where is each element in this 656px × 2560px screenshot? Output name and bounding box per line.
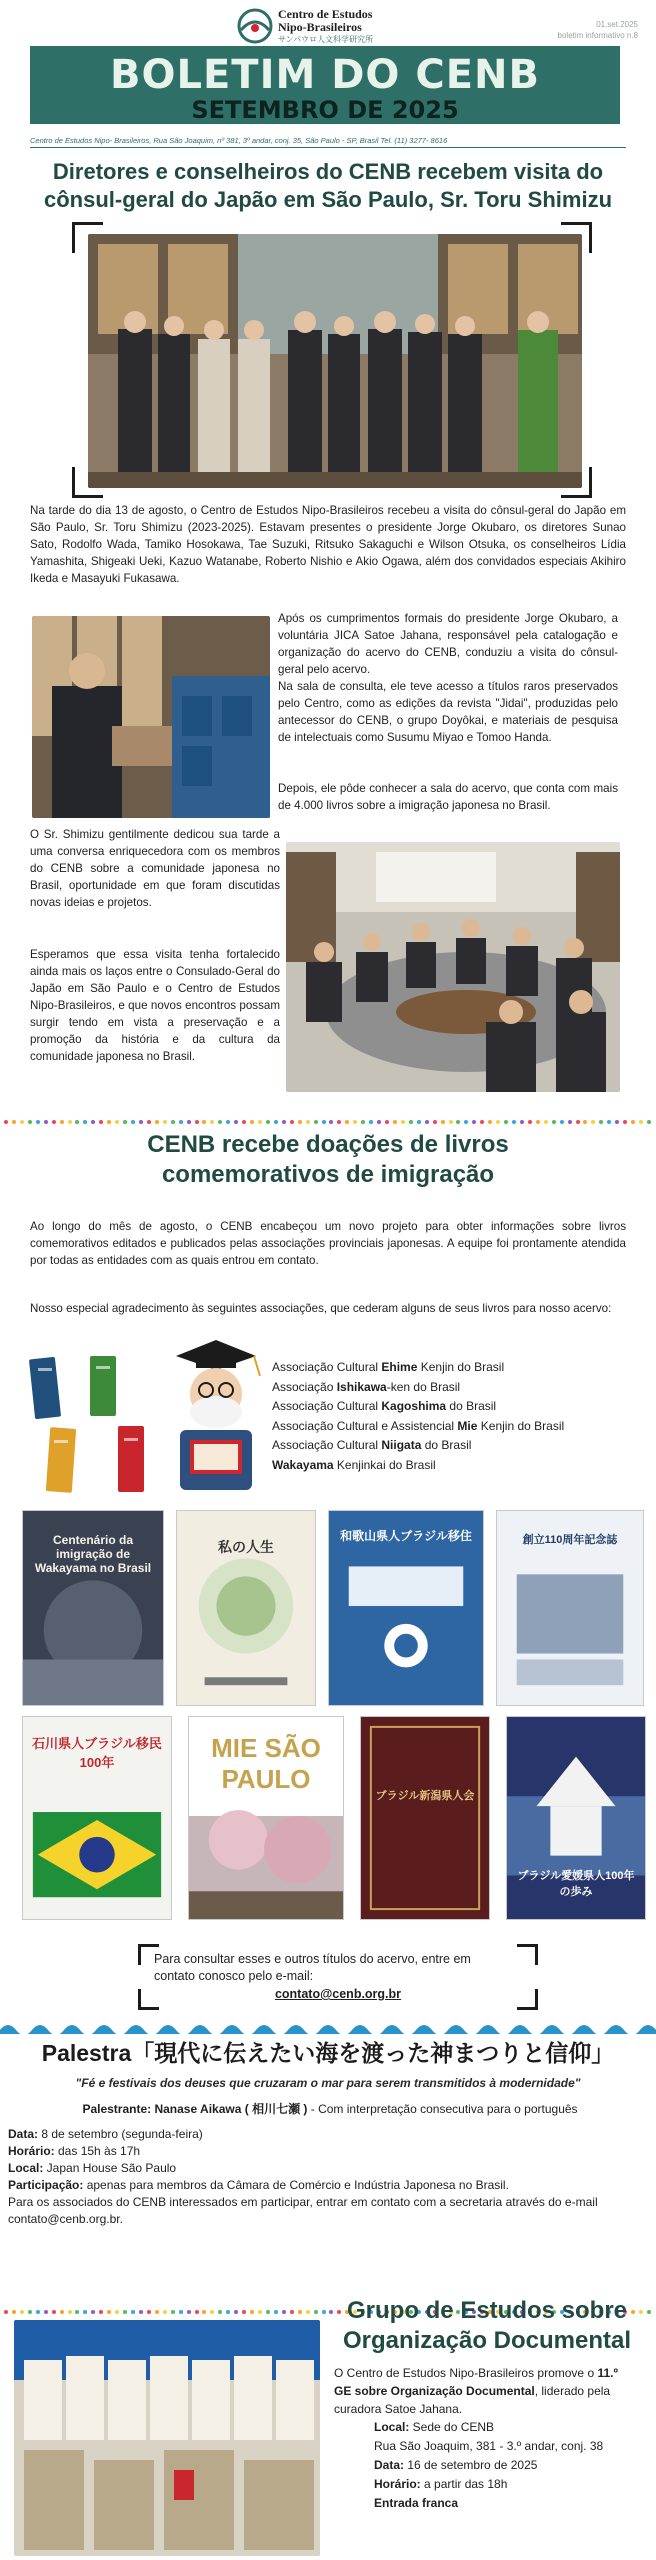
association-prefix: Associação Cultural e Assistencial <box>272 1418 458 1433</box>
article4-title-line1: Grupo de Estudos sobre <box>346 2297 628 2324</box>
divider-dot <box>441 1120 445 1124</box>
divider-dot <box>242 2310 246 2314</box>
speaker-rest: - Com interpretação consecutiva para o português <box>307 2102 578 2116</box>
divider-dot <box>155 2310 159 2314</box>
divider-dot <box>480 1120 484 1124</box>
divider-dot <box>83 1120 87 1124</box>
association-name: Niigata <box>381 1438 422 1452</box>
divider-dot <box>12 2310 16 2314</box>
divider-dot <box>187 1120 191 1124</box>
header-divider <box>30 147 626 148</box>
divider-dot <box>99 1120 103 1124</box>
divider-dot <box>107 2310 111 2314</box>
divider-dot <box>131 1120 135 1124</box>
divider-dot <box>171 2310 175 2314</box>
divider-dot <box>353 1120 357 1124</box>
divider-dot <box>314 2310 318 2314</box>
divider-dot <box>36 2310 40 2314</box>
divider-dot <box>179 1120 183 1124</box>
divider-dot <box>4 1120 8 1124</box>
book-cover-title: ブラジル愛媛県人100年の歩み <box>517 1870 635 1898</box>
logo-line2: Nipo-Brasileiros <box>278 20 362 34</box>
divider-dot <box>591 1120 595 1124</box>
divider-dot <box>52 1120 56 1124</box>
divider-dot <box>44 2310 48 2314</box>
speaker-label: Palestrante: Nanase Aikawa ( 相川七瀬 ) <box>82 2102 308 2116</box>
book-cover-wakayama-centenario <box>22 1510 164 1706</box>
issue-date: 01.set.2025 <box>596 20 638 29</box>
divider-dot <box>528 1120 532 1124</box>
divider-dot <box>28 1120 32 1124</box>
association-suffix: Kenjinkai do Brasil <box>333 1457 436 1472</box>
divider-dot <box>520 1120 524 1124</box>
divider-dot <box>488 1120 492 1124</box>
article4-title-line2: Organização Documental <box>342 2327 632 2354</box>
book-cover-ehime <box>506 1716 646 1920</box>
divider-dot <box>544 1120 548 1124</box>
divider-dot <box>163 1120 167 1124</box>
book-cover-110-anos <box>496 1510 644 1706</box>
divider-dot <box>599 1120 603 1124</box>
association-prefix: Associação Cultural <box>272 1360 382 1374</box>
header-banner <box>30 46 620 124</box>
divider-dot <box>218 2310 222 2314</box>
divider-dot <box>322 1120 326 1124</box>
article4-details <box>374 2418 644 2513</box>
divider-dot <box>195 2310 199 2314</box>
divider-dot <box>163 2310 167 2314</box>
event-place: Local: Japan House São Paulo <box>8 2161 177 2175</box>
divider-dot <box>83 2310 87 2314</box>
associations-list <box>272 1358 632 1475</box>
divider-dot <box>552 1120 556 1124</box>
divider-dot <box>282 1120 286 1124</box>
divider-dot <box>60 2310 64 2314</box>
divider-dot <box>306 1120 310 1124</box>
article3-title <box>0 2038 656 2068</box>
divider-dot <box>187 2310 191 2314</box>
event-time: Horário: das 15h às 17h <box>8 2144 141 2158</box>
divider-dot <box>179 2310 183 2314</box>
article3-title-jp: 「現代に伝えたい海を渡った神まつりと信仰」 <box>131 2040 615 2066</box>
divider-dot <box>202 2310 206 2314</box>
contact-box <box>138 1944 538 2010</box>
group-photo <box>88 234 582 488</box>
divider-dot <box>409 1120 413 1124</box>
divider-dot <box>639 1120 643 1124</box>
association-name: Mie <box>457 1418 478 1433</box>
divider-dot <box>75 1120 79 1124</box>
association-item <box>272 1456 632 1476</box>
article1-p3: Na sala de consulta, ele teve acesso a títulos raros preservados pelo Centro, como as edições da revista "Jidai", produzidas pelo antecessor do CENB, o grupo Doyôkai, e materiais de pesquisa de intelectuais como Susumu Miyao e Tomoo Handa. <box>278 680 618 744</box>
divider-dot <box>314 1120 318 1124</box>
header-address: Centro de Estudos Nipo- Brasileiros, Rua São Joaquim, nº 381, 3º andar, conj. 35, São Paulo - SP, Brasil Tel. (11) 3277- 8616 <box>30 136 448 145</box>
divider-dot <box>242 1120 246 1124</box>
article3-details <box>8 2126 628 2228</box>
association-suffix: Kenjin do Brasil <box>477 1418 565 1433</box>
divider-dot <box>361 1120 365 1124</box>
article3-speaker <box>10 2100 650 2117</box>
book-cover-mie <box>188 1716 344 1920</box>
divider-dot <box>52 2310 56 2314</box>
divider-dot <box>536 1120 540 1124</box>
divider-dot <box>576 1120 580 1124</box>
book-cover-title: 創立110周年記念誌 <box>522 1534 618 1546</box>
contact-email-link[interactable]: contato@cenb.org.br <box>274 1987 402 2001</box>
divider-dot <box>4 2310 8 2314</box>
divider-dot <box>290 1120 294 1124</box>
divider-dot <box>401 1120 405 1124</box>
divider-dot <box>266 1120 270 1124</box>
divider-dot <box>91 2310 95 2314</box>
divider-dot <box>607 1120 611 1124</box>
divider-dot <box>433 1120 437 1124</box>
contact-line1: Para consultar esses e outros títulos do acervo, entre em <box>154 1952 471 1966</box>
divider-dot <box>560 1120 564 1124</box>
divider-dot <box>568 1120 572 1124</box>
divider-dot <box>36 1120 40 1124</box>
banner-title: BOLETIM DO CENB <box>110 52 540 98</box>
divider-dot <box>377 1120 381 1124</box>
logo <box>236 6 436 46</box>
banner-subtitle: SETEMBRO DE 2025 <box>191 96 459 124</box>
divider-dot <box>123 2310 127 2314</box>
divider-dot <box>202 1120 206 1124</box>
logo-line3: サンパウロ人文科学研究所 <box>278 35 374 44</box>
divider-dot <box>218 1120 222 1124</box>
divider-dot <box>393 1120 397 1124</box>
book-cover-niigata <box>360 1716 490 1920</box>
article2-title <box>0 1130 656 1190</box>
divider-dot <box>210 2310 214 2314</box>
divider-dot <box>68 1120 72 1124</box>
association-prefix: Associação Cultural <box>272 1438 382 1452</box>
divider-dot <box>115 1120 119 1124</box>
association-prefix: Associação Cultural <box>272 1399 382 1413</box>
divider-dot <box>99 2310 103 2314</box>
divider-dot <box>449 1120 453 1124</box>
divider-dot <box>417 1120 421 1124</box>
logo-line1: Centro de Estudos <box>278 7 373 21</box>
association-suffix: Kenjin do Brasil <box>417 1360 505 1374</box>
divider-dot <box>631 1120 635 1124</box>
divider-dot <box>75 2310 79 2314</box>
consul-photo <box>32 616 270 818</box>
divider-dot <box>290 2310 294 2314</box>
ge-local: Local: Sede do CENB <box>374 2420 495 2434</box>
meeting-photo <box>286 842 620 1092</box>
divider-dot <box>266 2310 270 2314</box>
book-cover-title: 石川県人ブラジル移民100年 <box>32 1736 162 1770</box>
divider-dot <box>504 1120 508 1124</box>
divider-dot <box>107 1120 111 1124</box>
divider-dot <box>60 1120 64 1124</box>
contact-line2: contato conosco pelo e-mail: <box>154 1969 314 1983</box>
association-name: Ehime <box>381 1360 418 1374</box>
divider-dot <box>274 2310 278 2314</box>
book-cover-title: Centenário da imigração de Wakayama no Brasil <box>34 1533 152 1575</box>
divider-dot <box>139 1120 143 1124</box>
divider-dot <box>131 2310 135 2314</box>
divider-dot <box>274 1120 278 1124</box>
divider-dot <box>91 1120 95 1124</box>
association-suffix: do Brasil <box>446 1399 497 1413</box>
article1-title: Diretores e conselheiros do CENB recebem visita do cônsul-geral do Japão em São Paulo, Sr. Toru Shimizu <box>43 159 613 212</box>
article2-title-line1: CENB recebe doações de livros <box>147 1131 509 1158</box>
article3-title-prefix: Palestra <box>41 2040 132 2066</box>
divider-dot <box>282 2310 286 2314</box>
ge-date: Data: 16 de setembro de 2025 <box>374 2458 538 2472</box>
book-cover-watashi-no-jinsei <box>176 1510 316 1706</box>
wave-divider <box>0 2020 656 2034</box>
divider-dot <box>298 2310 302 2314</box>
book-cover-title: 和歌山県人ブラジル移住 <box>340 1529 472 1543</box>
ge-entry: Entrada franca <box>374 2496 459 2510</box>
divider-dot <box>456 1120 460 1124</box>
archive-photo <box>14 2320 320 2556</box>
book-cover-title: ブラジル新潟県人会 <box>375 1790 475 1802</box>
association-name: Kagoshima <box>381 1399 447 1413</box>
books-illustration <box>28 1352 158 1502</box>
association-item <box>272 1436 632 1456</box>
divider-dot <box>20 1120 24 1124</box>
divider-dot <box>298 1120 302 1124</box>
divider-dot <box>258 2310 262 2314</box>
divider-dot <box>329 1120 333 1124</box>
divider-dot <box>464 1120 468 1124</box>
article4-title <box>318 2296 656 2356</box>
divider-dot <box>385 1120 389 1124</box>
article2-p2: Nosso especial agradecimento às seguintes associações, que cederam alguns de seus livros para nosso acervo: <box>30 1302 612 1315</box>
association-item <box>272 1417 632 1437</box>
divider-dot <box>20 2310 24 2314</box>
ge-time: Horário: a partir das 18h <box>374 2477 508 2491</box>
divider-dot <box>226 2310 230 2314</box>
ge-address: Rua São Joaquim, 381 - 3.º andar, conj. 38 <box>374 2439 604 2453</box>
divider-dot <box>425 1120 429 1124</box>
divider-dot <box>115 2310 119 2314</box>
divider-dot <box>171 1120 175 1124</box>
article1-p6: Esperamos que essa visita tenha fortalecido ainda mais os laços entre o Consulado-Geral do Japão em São Paulo e o Centro de Estudos Nipo-Brasileiros, e que novos encontros possam surgir tendo em vista a preservação e a promoção da história e da cultura da comunidade japonesa no Brasil. <box>30 948 280 1063</box>
dotted-divider <box>0 1120 656 1126</box>
book-cover-wakayama-ijuu <box>328 1510 484 1706</box>
divider-dot <box>369 1120 373 1124</box>
divider-dot <box>258 1120 262 1124</box>
divider-dot <box>512 1120 516 1124</box>
divider-dot <box>155 1120 159 1124</box>
divider-dot <box>147 1120 151 1124</box>
divider-dot <box>345 1120 349 1124</box>
professor-illustration <box>166 1332 266 1492</box>
event-date: Data: 8 de setembro (segunda-feira) <box>8 2127 203 2141</box>
association-suffix: do Brasil <box>421 1438 472 1452</box>
article2-title-line2: comemorativos de imigração <box>161 1161 495 1188</box>
divider-dot <box>123 1120 127 1124</box>
divider-dot <box>234 1120 238 1124</box>
book-cover-title: 私の人生 <box>218 1539 274 1555</box>
divider-dot <box>195 1120 199 1124</box>
article1-p4: Depois, ele pôde conhecer a sala do acervo, que conta com mais de 4.000 livros sobre a imigração japonesa no Brasil. <box>278 782 618 812</box>
divider-dot <box>28 2310 32 2314</box>
divider-dot <box>147 2310 151 2314</box>
divider-dot <box>139 2310 143 2314</box>
divider-dot <box>234 2310 238 2314</box>
article1-p5: O Sr. Shimizu gentilmente dedicou sua tarde a uma conversa enriquecedora com os membros do CENB sobre a comunidade japonesa no Brasil, oportunidade em que foram discutidas novas ideias e projetos. <box>30 828 280 909</box>
association-prefix: Associação <box>272 1379 337 1394</box>
divider-dot <box>226 1120 230 1124</box>
book-cover-ishikawa <box>22 1716 172 1920</box>
article2-p1: Ao longo do mês de agosto, o CENB encabeçou um novo projeto para obter informações sobre livros comemorativos editados e publicados pelas associações provinciais japonesas. A equipe foi prontamente atendida por todas as entidades com as quais entrou em contato. <box>30 1220 626 1267</box>
divider-dot <box>337 1120 341 1124</box>
divider-dot <box>68 2310 72 2314</box>
divider-dot <box>250 2310 254 2314</box>
issue-edition: boletim informativo n.8 <box>557 31 638 40</box>
association-name: Wakayama <box>272 1457 334 1472</box>
cenb-logo-icon <box>236 8 274 44</box>
association-item <box>272 1378 632 1398</box>
divider-dot <box>615 1120 619 1124</box>
divider-dot <box>583 1120 587 1124</box>
association-item <box>272 1358 632 1378</box>
event-participation: Participação: apenas para membros da Câmara de Comércio e Indústria Japonesa no Brasil. <box>8 2178 509 2192</box>
divider-dot <box>623 1120 627 1124</box>
article3-subtitle: "Fé e festivais dos deuses que cruzaram o mar para serem transmitidos à modernidade" <box>75 2076 581 2090</box>
article1-p2: Após os cumprimentos formais do presidente Jorge Okubaro, a voluntária JICA Satoe Jahana, responsável pela catalogação e organização do acervo do CENB, conduziu a visita do cônsul-geral pelo acervo. <box>278 612 618 676</box>
article4-intro: O Centro de Estudos Nipo-Brasileiros promove o 11.º GE sobre Organização Documental, liderado pela curadora Satoe Jahana. <box>334 2366 618 2416</box>
divider-dot <box>210 1120 214 1124</box>
divider-dot <box>647 1120 651 1124</box>
divider-dot <box>472 1120 476 1124</box>
article1-p1: Na tarde do dia 13 de agosto, o Centro de Estudos Nipo-Brasileiros recebeu a visita do cônsul-geral do Japão em São Paulo, Sr. Toru Shimizu (2023-2025). Estavam presentes o presidente Jorge Okubaro, os diretores Sunao Sato, Rodolfo Wada, Tamiko Hosokawa, Tae Suzuki, Ritsuko Sakaguchi e Wilson Otsuka, os conselheiros Lídia Yamashita, Shigeaki Ueki, Kazuo Watanabe, Roberto Nishio e Akio Ogawa, além dos convidados especiais Akihiro Ikeda e Masayuki Fukasawa. <box>30 504 626 585</box>
divider-dot <box>12 1120 16 1124</box>
association-name: Ishikawa <box>336 1379 387 1394</box>
association-item <box>272 1397 632 1417</box>
divider-dot <box>250 1120 254 1124</box>
book-cover-title: MIE SÃO PAULO <box>211 1733 321 1794</box>
divider-dot <box>44 1120 48 1124</box>
divider-dot <box>306 2310 310 2314</box>
divider-dot <box>496 1120 500 1124</box>
event-note: Para os associados do CENB interessados em participar, entrar em contato com a secretaria através do e-mail contato@cenb.org.br. <box>8 2195 598 2226</box>
association-suffix: -ken do Brasil <box>386 1379 461 1394</box>
